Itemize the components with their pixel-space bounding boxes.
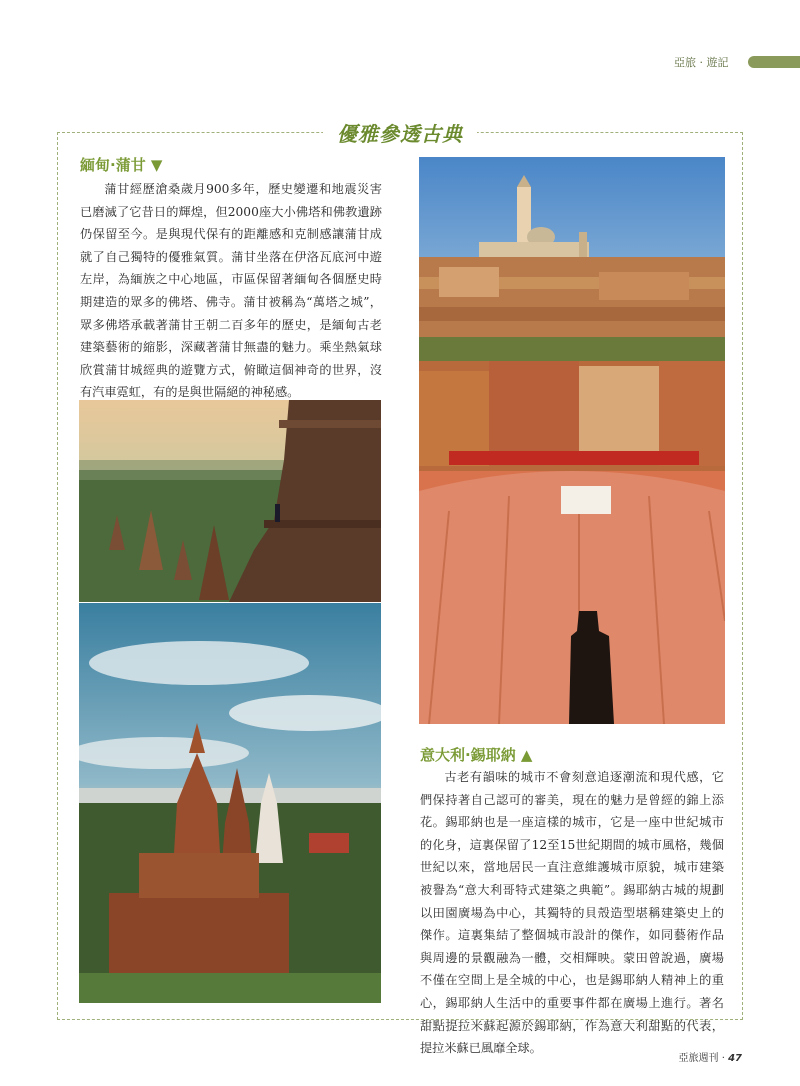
section-title: 優雅參透古典: [323, 118, 477, 147]
page-footer: [679, 1049, 742, 1064]
bagan-pagoda-photo: [79, 603, 381, 1003]
magazine-name: 亞旅週刊 ·: [678, 1053, 725, 1064]
siena-heading: 意大利·錫耶納 ▲: [420, 746, 533, 764]
header-label: 亞旅 · 遊記: [674, 56, 729, 69]
siena-skyline-photo: [419, 157, 725, 361]
header-tab-marker: [748, 56, 800, 68]
siena-paragraph: 古老有韻味的城市不會刻意追逐潮流和現代感，它們保持著自己認可的審美，現在的魅力是曾經的錦上添花。錫耶納也是一座這樣的城市，它是一座中世紀城市的化身，這裏保留了12至15世紀期間的城市風格，幾個世紀以來，當地居民一直注意維護城市原貌，城市建築被譽為“意大利哥特式建築之典範”。錫耶納古城的規劃以田園廣場為中心，其獨特的貝殼造型堪稱建築史上的傑作。這裏集結了整個城市設計的傑作，如同藝術作品與周邊的景觀融為一體，交相輝映。蒙田曾說過，廣場不僅在空間上是全城的中心，也是錫耶納人精神上的重心，錫耶納人生活中的重要事件都在廣場上進行。著名甜點提拉米蘇起源於錫耶納，作為意大利甜點的代表，提拉米蘇已風靡全球。: [420, 770, 724, 1056]
bagan-paragraph: 蒲甘經歷滄桑歲月900多年，歷史變遷和地震災害已磨滅了它昔日的輝煌，但2000座大小佛塔和佛教遺跡仍保留至今。是與現代保有的距離感和克制感讓蒲甘成就了自己獨特的優雅氣質。蒲甘坐落在伊洛瓦底河中遊左岸，為緬族之中心地區，市區保留著緬甸各個歷史時期建造的眾多的佛塔、佛寺。蒲甘被稱為“萬塔之城”，眾多佛塔承載著蒲甘王朝二百多年的歷史，是緬甸古老建築藝術的縮影，深藏著蒲甘無盡的魅力。乘坐熱氣球欣賞蒲甘城經典的遊覽方式，俯瞰這個神奇的世界，沒有汽車霓虹，有的是與世隔絕的神秘感。: [80, 182, 382, 400]
bagan-temples-photo: [79, 400, 381, 602]
page-number: 47: [728, 1053, 742, 1064]
siena-piazza-photo: [419, 361, 725, 724]
bagan-heading: 緬甸·蒲甘 ▼: [80, 156, 163, 174]
section-title-bar: [0, 118, 800, 147]
